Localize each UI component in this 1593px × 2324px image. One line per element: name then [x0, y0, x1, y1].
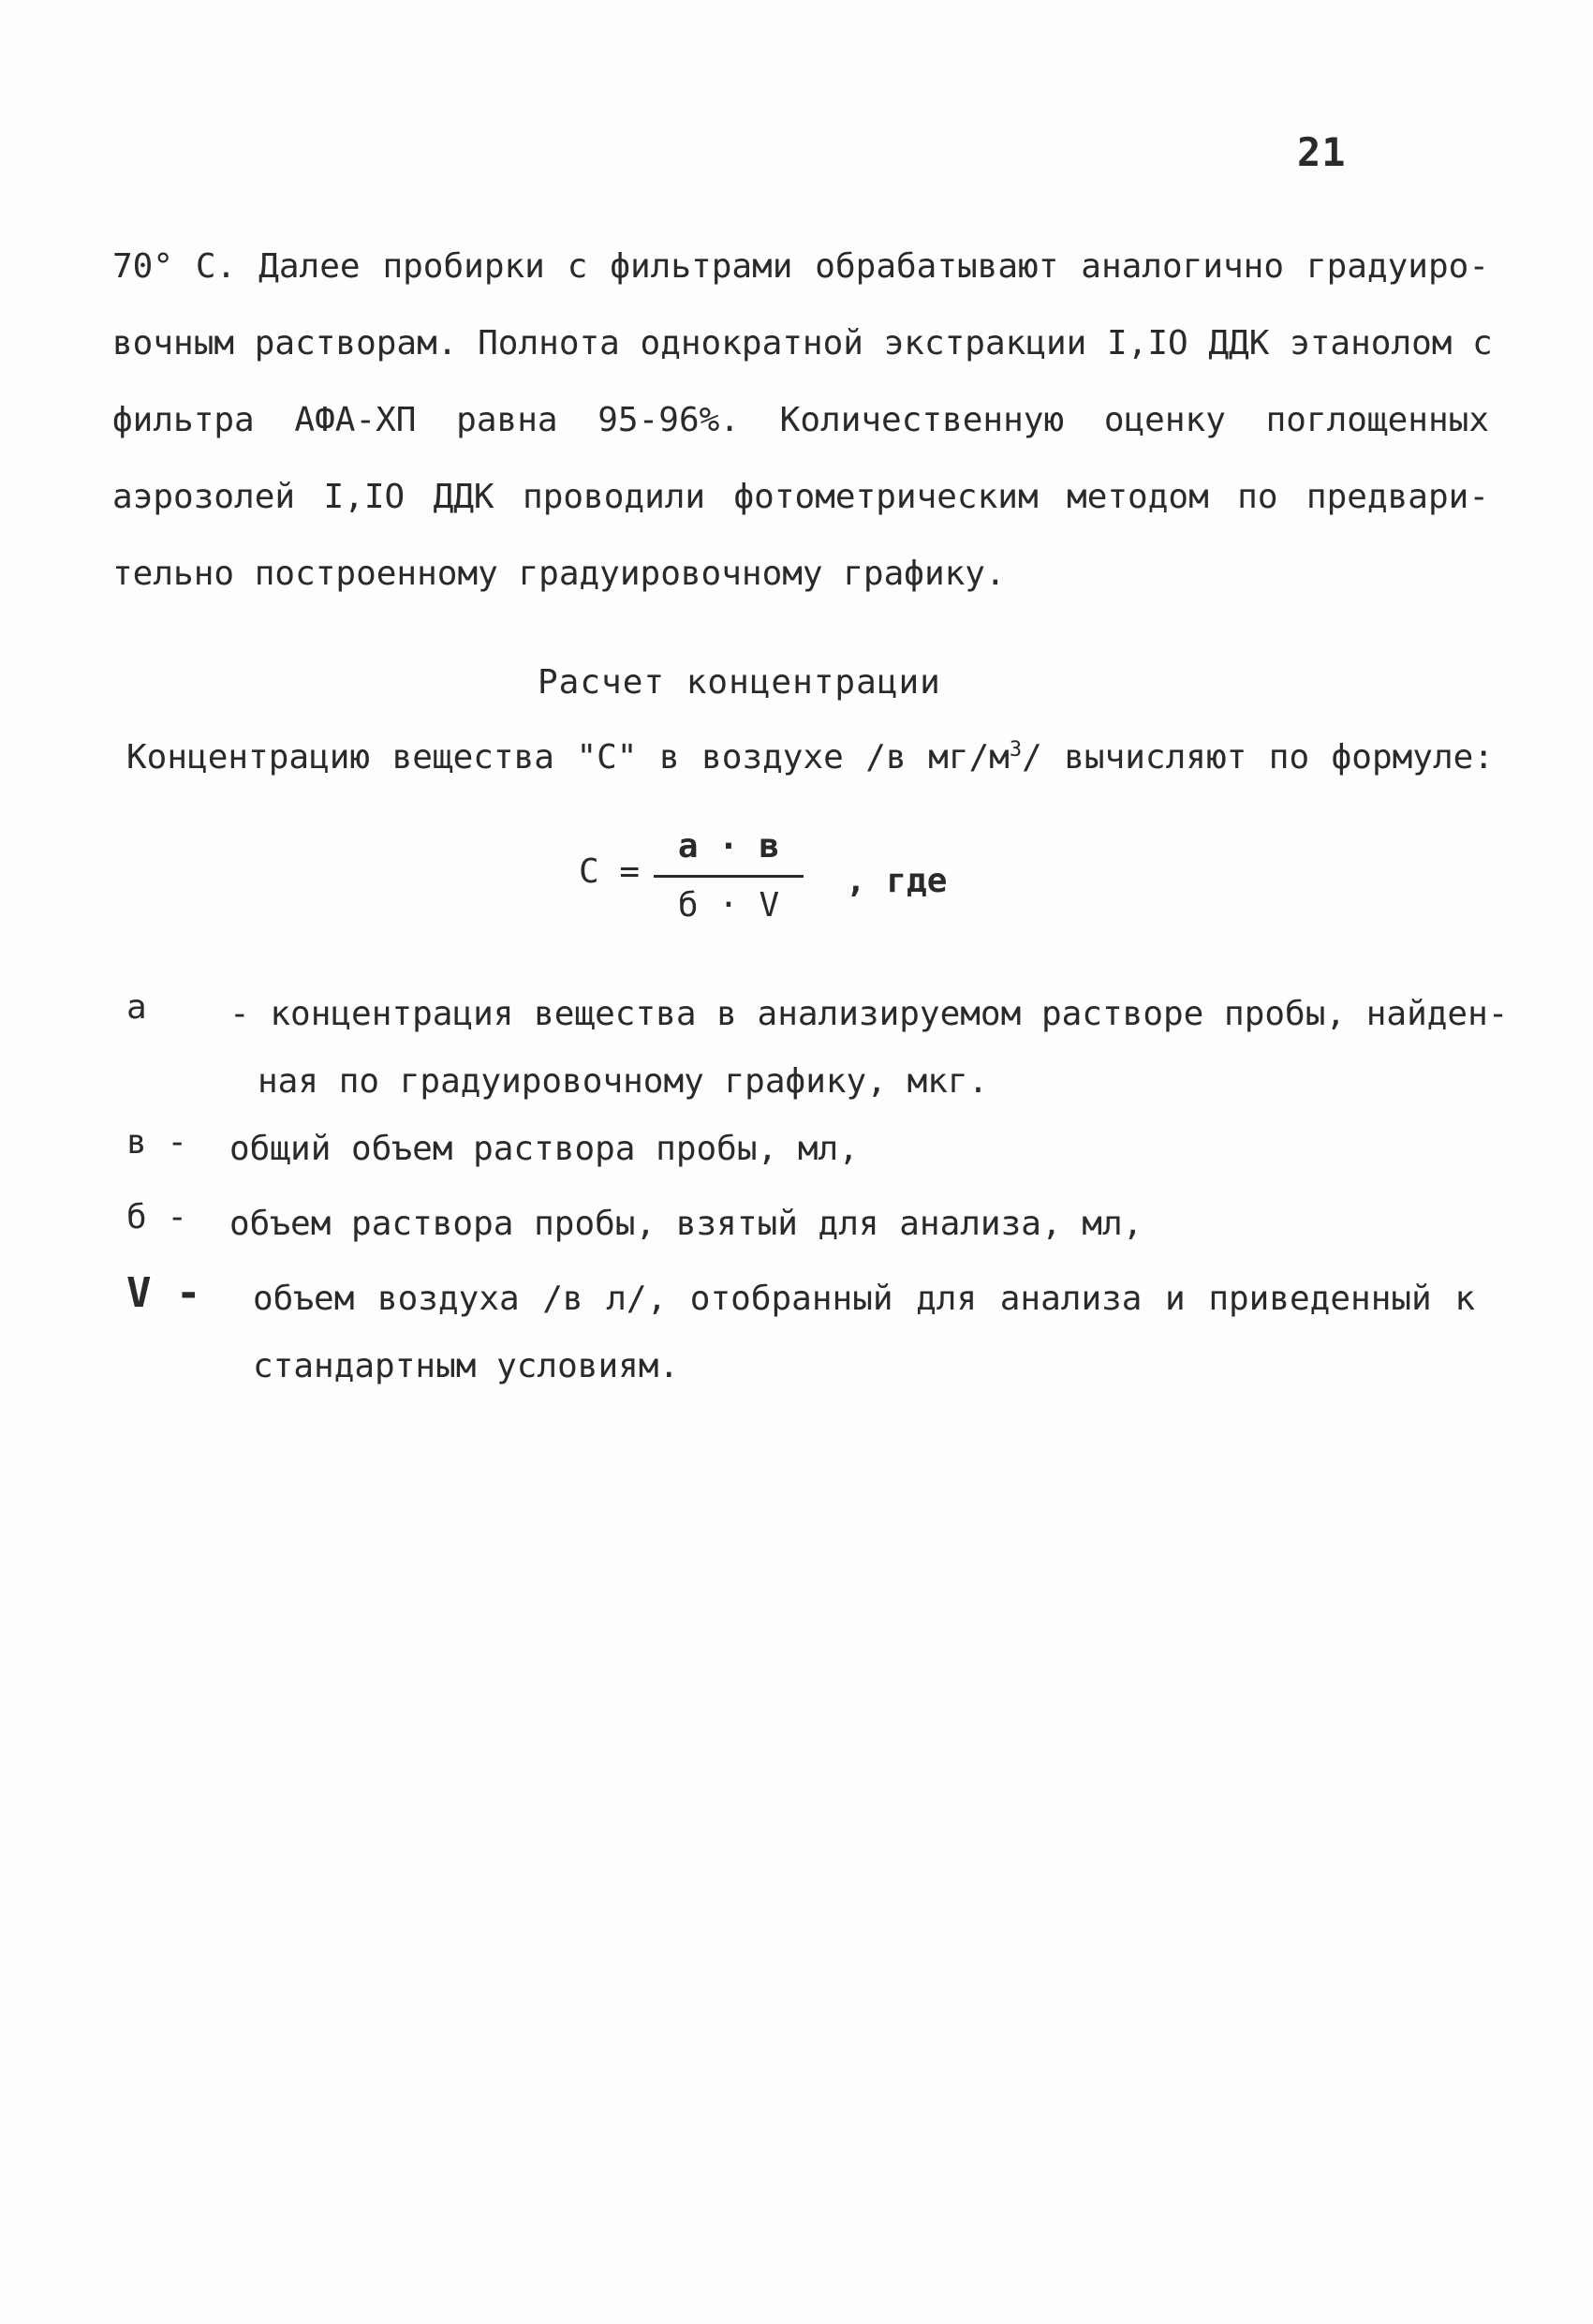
concentration-formula — [579, 824, 1141, 946]
intro-text-end: / вычисляют по формуле: — [1022, 738, 1494, 777]
definition-text — [253, 1273, 1475, 1408]
definition-line: объем раствора пробы, взятый для анализа, мл, — [229, 1205, 1143, 1243]
paragraph-line: 70° С. Далее пробирки с фильтрами обрабатывают аналогично градуиро- — [112, 247, 1489, 286]
definition-b — [126, 1123, 1475, 1198]
definition-text — [229, 1123, 1475, 1191]
formula-denominator: б · V — [677, 886, 780, 925]
definition-c — [126, 1198, 1475, 1273]
definition-line: общий объем раствора пробы, мл, — [229, 1130, 859, 1168]
page-number: 21 — [1297, 129, 1347, 175]
paragraph-line: вочным растворам. Полнота однократной экстракции I,IО ДДК этанолом с — [112, 324, 1493, 363]
intro-text: Концентрацию вещества "С" в воздухе /в мг/м — [126, 738, 1010, 777]
paragraph-line: аэрозолей I,IО ДДК проводили фотометрическим методом по предвари- — [112, 478, 1489, 516]
formula-fraction — [654, 824, 804, 928]
formula-suffix: , где — [846, 862, 948, 900]
definition-symbol: а — [126, 988, 147, 1027]
definition-line: стандартным условиям. — [253, 1347, 680, 1385]
definition-v — [126, 1269, 1475, 1408]
variable-definitions — [126, 988, 1509, 1408]
fraction-bar — [654, 875, 804, 878]
definition-symbol: в - — [126, 1123, 188, 1162]
definition-line: ная по градуировочному графику, мкг. — [258, 1062, 989, 1101]
body-paragraph — [112, 239, 1493, 623]
definition-text — [229, 1198, 1475, 1266]
intro-superscript: 3 — [1009, 738, 1023, 762]
definition-symbol: V - — [126, 1269, 201, 1317]
definition-line: - концентрация вещества в анализируемом растворе пробы, найден- — [229, 995, 1509, 1033]
formula-numerator: а · в — [677, 827, 780, 866]
definition-line: объем воздуха /в л/, отобранный для анализа и приведенный к — [253, 1280, 1475, 1318]
definition-symbol: б - — [126, 1198, 188, 1236]
formula-lhs: С = — [579, 852, 641, 891]
paragraph-line: тельно построенному градуировочному графику. — [112, 555, 1006, 593]
definition-text — [229, 988, 1509, 1123]
section-heading: Расчет концентрации — [538, 663, 941, 702]
formula-intro — [126, 738, 1494, 777]
paragraph-line: фильтра АФА-ХП равна 95-96%. Количественную оценку поглощенных — [112, 401, 1489, 439]
definition-a — [126, 988, 1509, 1123]
